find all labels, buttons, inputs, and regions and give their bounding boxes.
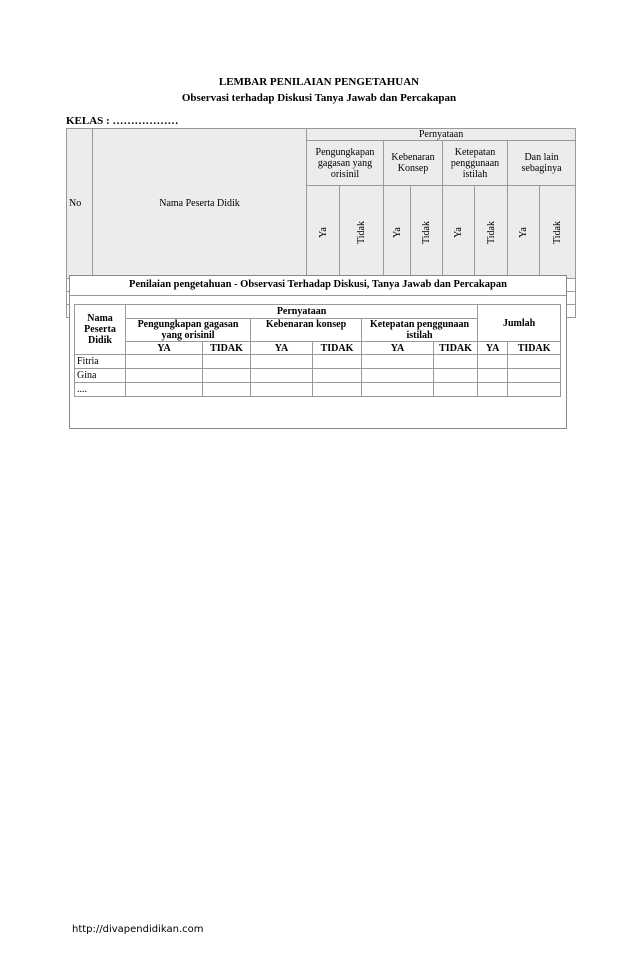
header-ya: YA [126, 342, 203, 355]
check-cell[interactable] [434, 369, 478, 383]
student-name: Gina [75, 369, 126, 383]
table-row [75, 369, 561, 383]
check-cell[interactable] [251, 383, 313, 397]
check-cell[interactable] [508, 369, 561, 383]
header-tidak: TIDAK [508, 342, 561, 355]
header-nama-peserta-didik: Nama Peserta Didik [75, 305, 126, 355]
header-criterion-istilah: Ketepatan penggunaan istilah [443, 141, 508, 186]
caption-divider [70, 295, 566, 296]
header-tidak: Tidak [411, 186, 443, 279]
header-ya: Ya [384, 186, 411, 279]
check-cell[interactable] [478, 355, 508, 369]
check-cell[interactable] [313, 355, 362, 369]
header-tidak: Tidak [540, 186, 576, 279]
check-cell[interactable] [478, 383, 508, 397]
check-cell[interactable] [362, 369, 434, 383]
header-criterion-gagasan: Pengungkapan gagasan yang orisinil [126, 319, 251, 342]
header-criterion-istilah: Ketepatan penggunaan istilah [362, 319, 478, 342]
header-criterion-gagasan: Pengungkapan gagasan yang orisinil [307, 141, 384, 186]
check-cell[interactable] [203, 355, 251, 369]
student-name: Fitria [75, 355, 126, 369]
check-cell[interactable] [203, 369, 251, 383]
header-no: No [67, 129, 93, 279]
header-ya: Ya [443, 186, 475, 279]
check-cell[interactable] [434, 355, 478, 369]
header-tidak: TIDAK [203, 342, 251, 355]
check-cell[interactable] [508, 383, 561, 397]
check-cell[interactable] [478, 369, 508, 383]
table-row [75, 355, 561, 369]
check-cell[interactable] [126, 383, 203, 397]
check-cell[interactable] [126, 369, 203, 383]
footer-url: http://divapendidikan.com [72, 924, 204, 935]
header-pernyataan: Pernyataan [307, 129, 576, 141]
assessment-box-2 [69, 275, 567, 429]
student-name: .... [75, 383, 126, 397]
header-criterion-konsep: Kebenaran konsep [251, 319, 362, 342]
page-subtitle: Observasi terhadap Diskusi Tanya Jawab dan Percakapan [181, 92, 457, 104]
check-cell[interactable] [434, 383, 478, 397]
header-ya: Ya [307, 186, 340, 279]
check-cell[interactable] [203, 383, 251, 397]
table-row [75, 383, 561, 397]
header-ya: Ya [508, 186, 540, 279]
header-tidak: TIDAK [313, 342, 362, 355]
table2-caption: Penilaian pengetahuan - Observasi Terhadap Diskusi, Tanya Jawab dan Percakapan [129, 279, 507, 290]
check-cell[interactable] [362, 383, 434, 397]
header-tidak: TIDAK [434, 342, 478, 355]
header-nama-peserta-didik: Nama Peserta Didik [93, 129, 307, 279]
check-cell[interactable] [362, 355, 434, 369]
check-cell[interactable] [508, 355, 561, 369]
check-cell[interactable] [126, 355, 203, 369]
check-cell[interactable] [313, 369, 362, 383]
header-tidak: Tidak [340, 186, 384, 279]
header-jumlah: Jumlah [478, 305, 561, 342]
assessment-table-2 [74, 304, 561, 397]
check-cell[interactable] [251, 369, 313, 383]
header-ya: YA [251, 342, 313, 355]
check-cell[interactable] [251, 355, 313, 369]
check-cell[interactable] [313, 383, 362, 397]
header-criterion-konsep: Kebenaran Konsep [384, 141, 443, 186]
kelas-label: KELAS : ……………… [66, 115, 179, 127]
header-ya: YA [478, 342, 508, 355]
header-tidak: Tidak [475, 186, 508, 279]
header-pernyataan: Pernyataan [126, 305, 478, 319]
page-title: LEMBAR PENILAIAN PENGETAHUAN [218, 76, 420, 88]
header-criterion-lain: Dan lain sebaginya [508, 141, 576, 186]
header-ya: YA [362, 342, 434, 355]
